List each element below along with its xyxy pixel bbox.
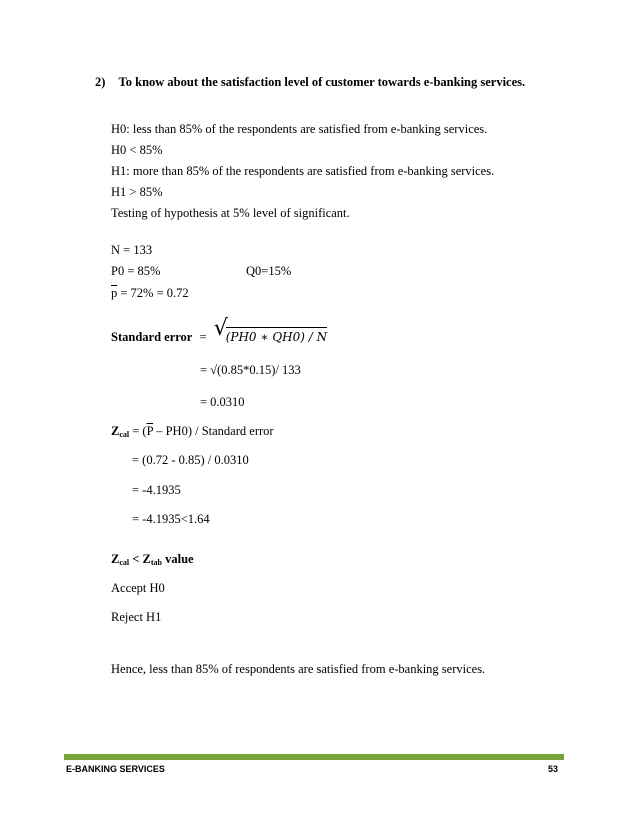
decision-accept: Accept H0 bbox=[111, 581, 165, 595]
conclusion: Hence, less than 85% of respondents are satisfied from e-banking services. bbox=[111, 662, 486, 676]
sample-size: N = 133 bbox=[111, 243, 153, 257]
comparison-lt: < bbox=[129, 552, 143, 566]
heading-number: 2) bbox=[95, 75, 106, 89]
significance-level: Testing of hypothesis at 5% level of significant. bbox=[111, 206, 350, 220]
hypothesis-h0-short: H0 < 85% bbox=[111, 143, 163, 157]
zcal-sub: cal bbox=[119, 430, 130, 439]
p-bar-value bbox=[111, 285, 189, 301]
p-bar-rest: = 72% = 0.72 bbox=[117, 286, 189, 300]
comparison-z2: Z bbox=[142, 552, 151, 566]
heading-text: To know about the satisfaction level of customer towards e-banking services. bbox=[118, 75, 526, 89]
zcal-formula bbox=[111, 423, 274, 443]
standard-error-step2: = 0.0310 bbox=[200, 395, 245, 409]
zcal-p-symbol: $\overline{P}$ bbox=[146, 424, 154, 438]
standard-error-formula bbox=[111, 316, 328, 345]
q0-value: Q0=15% bbox=[246, 264, 292, 278]
z-comparison bbox=[111, 551, 194, 571]
standard-error-eq: = bbox=[199, 330, 207, 344]
hypothesis-h1: H1: more than 85% of the respondents are satisfied from e-banking services. bbox=[111, 164, 495, 178]
comparison-sub1: cal bbox=[119, 558, 130, 567]
hypothesis-h1-short: H1 > 85% bbox=[111, 185, 163, 199]
zcal-step2: = -4.1935 bbox=[132, 483, 181, 497]
p-bar-symbol: $\overline{p}$ bbox=[111, 286, 118, 300]
zcal-step1: = (0.72 - 0.85) / 0.0310 bbox=[132, 453, 249, 467]
footer-bar bbox=[64, 754, 564, 760]
standard-error-expression: (PH0 ∗ QH0) / N bbox=[226, 327, 327, 345]
zcal-step3: = -4.1935<1.64 bbox=[132, 512, 210, 526]
footer-title: E-BANKING SERVICES bbox=[66, 764, 165, 774]
comparison-rest: value bbox=[161, 552, 194, 566]
standard-error-label: Standard error bbox=[111, 330, 193, 344]
sqrt-radical-icon: √ bbox=[213, 316, 228, 341]
comparison-sub2: tab bbox=[150, 558, 162, 567]
page-number: 53 bbox=[548, 764, 559, 774]
zcal-z: Z bbox=[111, 424, 120, 438]
decision-reject: Reject H1 bbox=[111, 610, 162, 624]
zcal-eq-prefix: = ( bbox=[129, 424, 147, 438]
zcal-formula-rest: – PH0) / Standard error bbox=[153, 424, 274, 438]
hypothesis-h0: H0: less than 85% of the respondents are satisfied from e-banking services. bbox=[111, 122, 488, 136]
p0-value: P0 = 85% bbox=[111, 264, 161, 278]
section-heading bbox=[95, 74, 525, 90]
standard-error-step1: = √(0.85*0.15)/ 133 bbox=[200, 363, 301, 377]
sqrt-expression bbox=[213, 316, 328, 345]
comparison-z1: Z bbox=[111, 552, 120, 566]
